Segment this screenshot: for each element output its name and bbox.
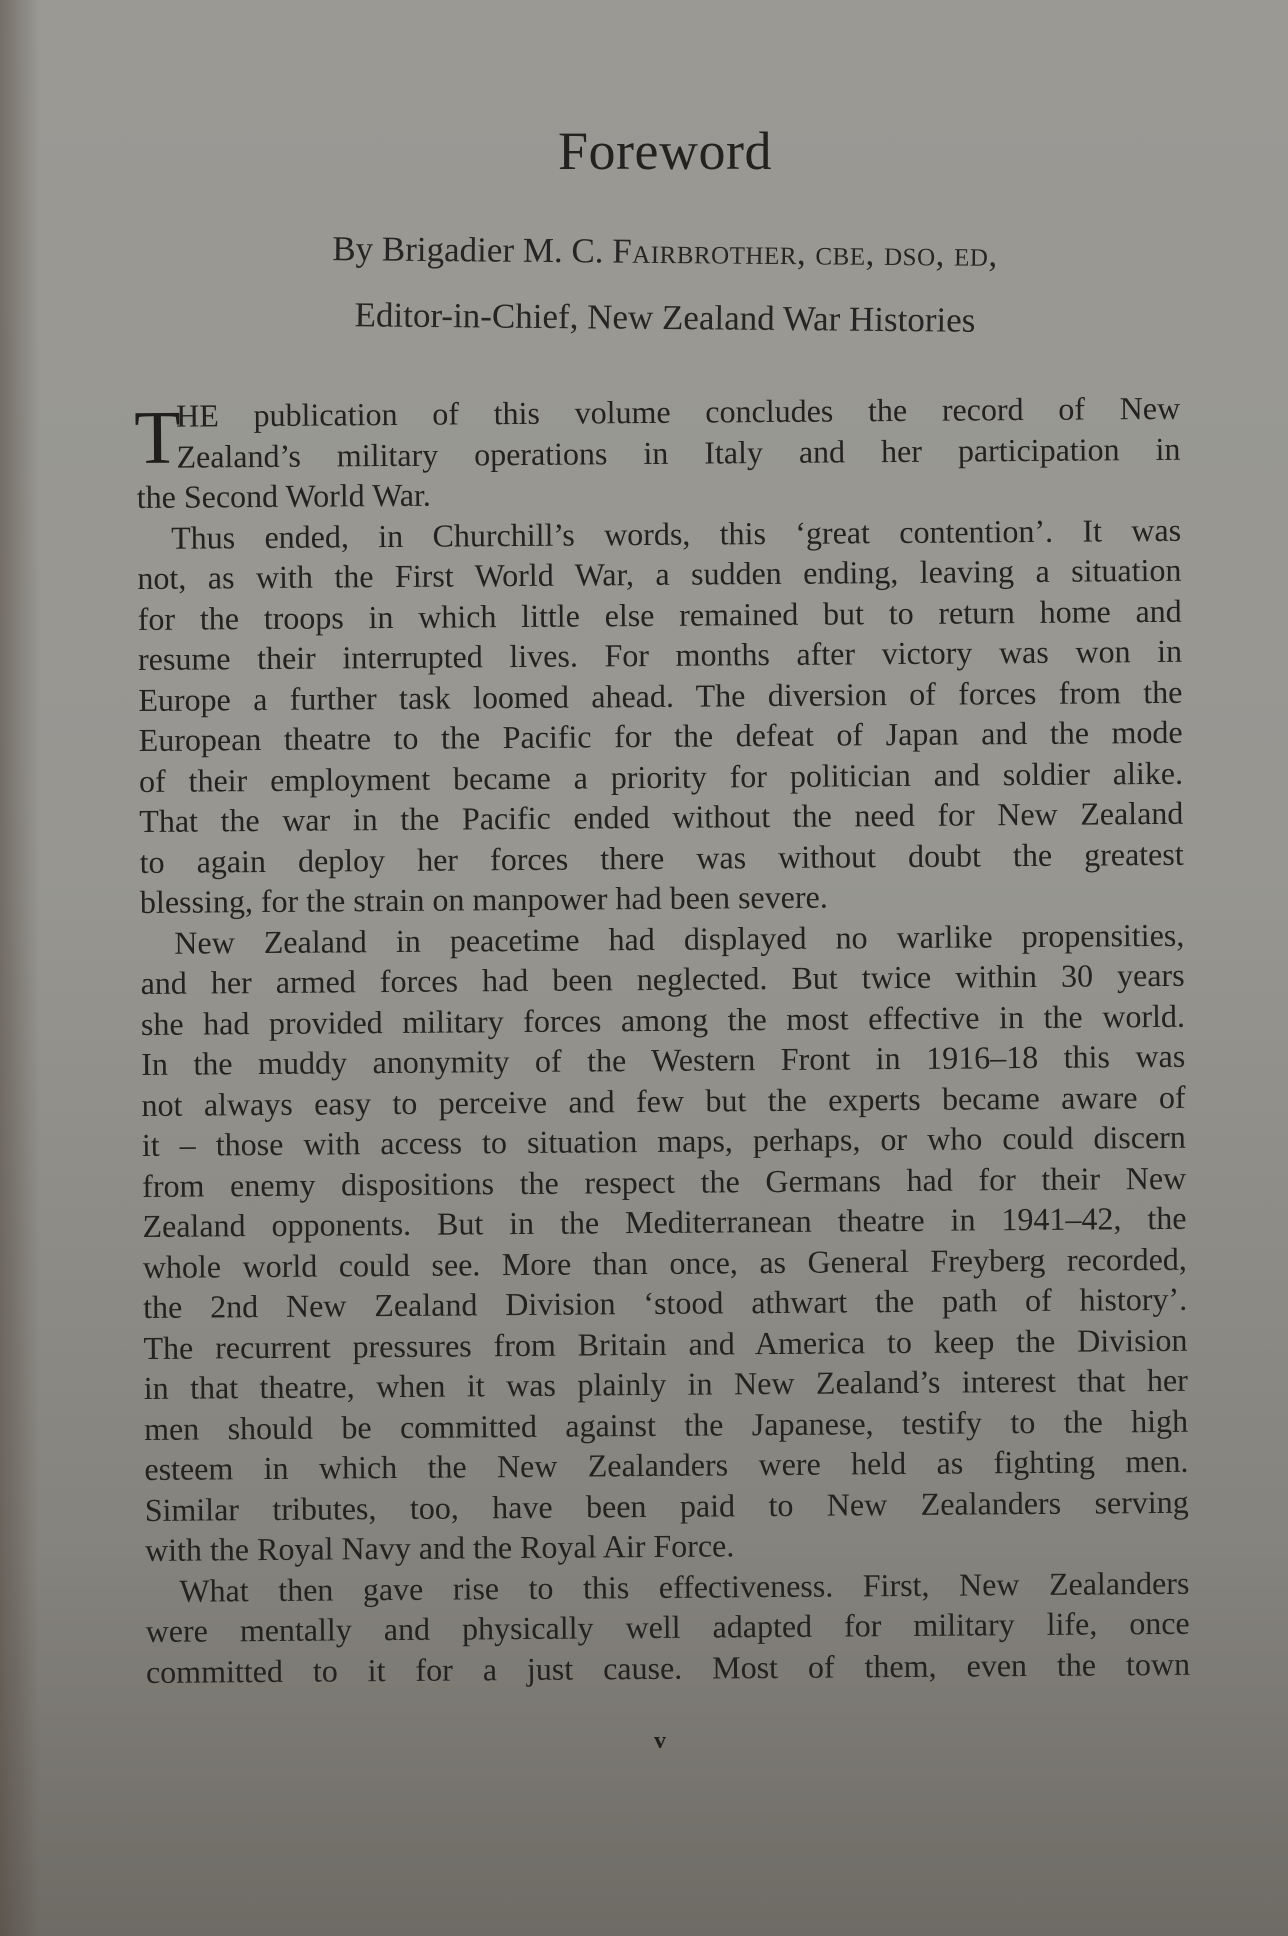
text-line: Thus ended, in Churchill’s words, this ‘great contention’. It was xyxy=(170,511,1182,556)
text-line: the 2nd New Zealand Division ‘stood athwart the path of history’. xyxy=(143,1280,1188,1325)
editor-line: Editor-in-Chief, New Zealand War Histories xyxy=(354,295,976,340)
text-line: blessing, for the strain on manpower had been severe. xyxy=(139,878,828,920)
text-line: not always easy to perceive and few but the experts became aware of xyxy=(141,1078,1186,1123)
text-line: resume their interrupted lives. For months after victory was won in xyxy=(137,632,1183,677)
text-line: were mentally and physically well adapted for military life, once xyxy=(145,1604,1190,1649)
author-honours: , cbe, dso, ed, xyxy=(796,233,998,274)
page-number: v xyxy=(654,1728,666,1754)
text-line: T HE publication of this volume concludes the record of New xyxy=(134,389,1181,481)
text-line: of their employment became a priority for politician and soldier alike. xyxy=(138,754,1184,799)
byline-prefix: By Brigadier M. C. xyxy=(332,229,613,271)
text-line: European theatre to the Pacific for the defeat of Japan and the mode xyxy=(138,713,1183,758)
text-line: committed to it for a just cause. Most of them, even the town xyxy=(145,1645,1191,1690)
text-line: Zealand opponents. But in the Mediterranean theatre in 1941–42, the xyxy=(142,1199,1187,1244)
text-line: for the troops in which little else remained but to return home and xyxy=(137,592,1182,637)
text-line: In the muddy anonymity of the Western Front in 1916–18 this was xyxy=(141,1037,1186,1082)
author-name: Fairbrother xyxy=(612,231,798,273)
text-line: New Zealand in peacetime had displayed no warlike propensities, xyxy=(174,916,1185,961)
text-line: What then gave rise to this effectiveness. First, New Zealanders xyxy=(179,1564,1190,1609)
text-line: whole world could see. More than once, as General Freyberg recorded, xyxy=(142,1240,1187,1285)
text-line: and her armed forces had been neglected. But twice within 30 years xyxy=(140,956,1185,1001)
text-line: to again deploy her forces there was without doubt the greatest xyxy=(139,835,1184,880)
paragraph-1 xyxy=(136,388,1181,518)
text-line: Zealand’s military operations in Italy and her participation in xyxy=(176,430,1181,475)
text-line: men should be committed against the Japanese, testify to the high xyxy=(143,1402,1189,1447)
text-line: in that theatre, when it was plainly in New Zealand’s interest that her xyxy=(143,1361,1188,1406)
text-line: The recurrent pressures from Britain and America to keep the Division xyxy=(143,1321,1188,1366)
text-line: from enemy dispositions the respect the Germans had for their New xyxy=(142,1159,1187,1204)
text-line: she had provided military forces among the most effective in the world. xyxy=(140,997,1186,1042)
page-title: Foreword xyxy=(558,121,772,181)
text-line: with the Royal Navy and the Royal Air Force. xyxy=(144,1527,735,1568)
byline xyxy=(0,226,1288,278)
text-line: esteem in which the New Zealanders were held as fighting men. xyxy=(144,1442,1189,1487)
text-line: That the war in the Pacific ended without the need for New Zealand xyxy=(139,794,1184,839)
paragraph-2 xyxy=(137,509,1184,922)
body-text xyxy=(136,388,1190,1692)
text-line: Similar tributes, too, have been paid to New Zealanders serving xyxy=(144,1483,1189,1528)
text-line: the Second World War. xyxy=(136,476,431,515)
paragraph-3 xyxy=(140,914,1189,1570)
text-line: not, as with the First World War, a sudden ending, leaving a situation xyxy=(137,551,1182,596)
drop-cap: T xyxy=(134,395,182,481)
text-line: Europe a further task loomed ahead. The diversion of forces from the xyxy=(138,673,1183,718)
text-line: it – those with access to situation maps, perhaps, or who could discern xyxy=(141,1118,1186,1163)
paragraph-4 xyxy=(145,1562,1190,1692)
